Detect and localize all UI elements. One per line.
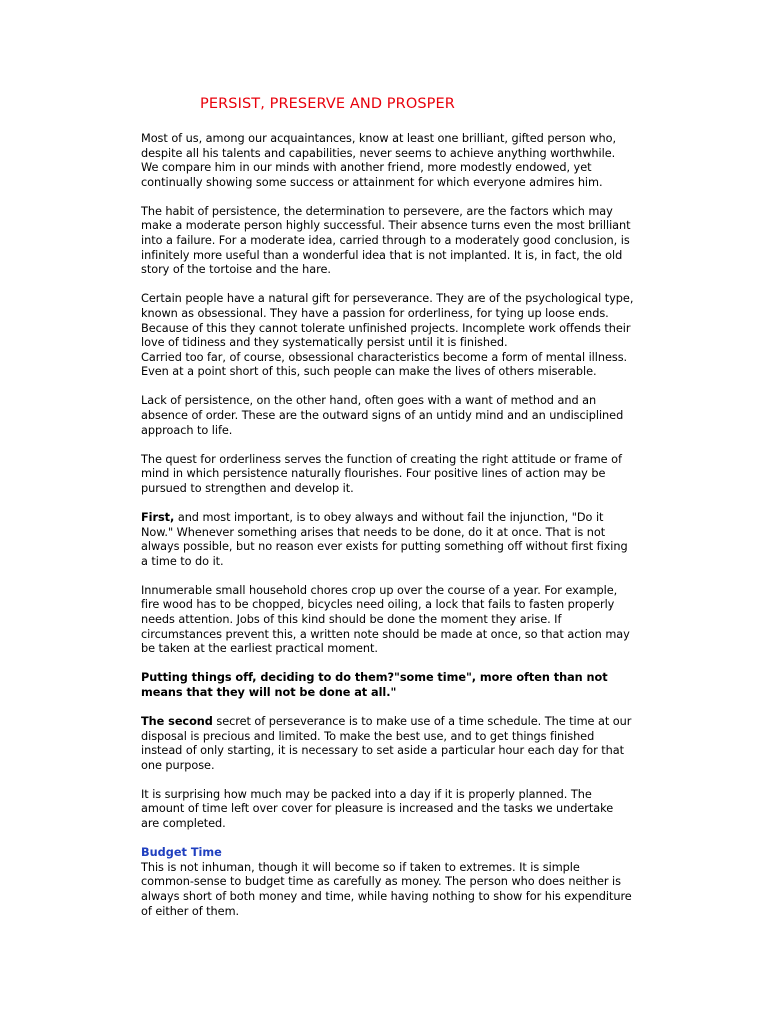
text-line: a time to do it.	[141, 554, 224, 568]
text-line: always short of both money and time, while having nothing to show for his expenditure	[141, 889, 632, 903]
text-line: Lack of persistence, on the other hand, often goes with a want of method and an	[141, 394, 597, 408]
text-line: infinitely more useful than a wonderful idea that is not implanted. It is, in fact, the old	[141, 248, 623, 262]
paragraph-habit	[141, 205, 633, 278]
text-line: Innumerable small household chores crop up over the course of a year. For example,	[141, 583, 618, 597]
text-line: This is not inhuman, though it will become so if taken to extremes. It is simple	[141, 860, 580, 874]
text-line: of either of them.	[141, 904, 240, 918]
text-line: approach to life.	[141, 423, 233, 437]
document-title: PERSIST, PRESERVE AND PROSPER	[200, 96, 455, 112]
text-line: pursued to strengthen and develop it.	[141, 481, 354, 495]
text-line: continually showing some success or attainment for which everyone admires him.	[141, 175, 603, 189]
text-line: fire wood has to be chopped, bicycles need oiling, a lock that fails to fasten properly	[141, 598, 615, 612]
paragraph-chores	[141, 584, 633, 657]
text-line: The quest for orderliness serves the function of creating the right attitude or frame of	[141, 452, 622, 466]
text-line	[141, 715, 633, 730]
text-line: absence of order. These are the outward signs of an untidy mind and an undisciplined	[141, 409, 624, 422]
text-line: disposal is precious and limited. To make the best use, and to get things finished	[141, 729, 595, 743]
text-line: despite all his talents and capabilities, never seems to achieve anything worthwhile.	[141, 146, 616, 160]
text-line: Putting things off, deciding to do them?"some time", more often than not	[141, 671, 608, 685]
text-line: known as obsessional. They have a passion for orderliness, for tying up loose ends.	[141, 306, 609, 320]
text-line: common-sense to budget time as carefully as money. The person who does neither is	[141, 875, 621, 889]
text-line	[141, 511, 633, 526]
text-line: circumstances prevent this, a written note should be made at once, so that action may	[141, 627, 630, 641]
paragraph-second	[141, 715, 633, 773]
text-line: We compare him in our minds with another friend, more modestly endowed, yet	[141, 161, 592, 175]
text-line: Now." Whenever something arises that needs to be done, do it at once. That is not	[141, 525, 606, 539]
lead-second: The second	[141, 715, 213, 728]
paragraph-first	[141, 511, 633, 569]
text-line: make a moderate person highly successful. Their absence turns even the most brilliant	[141, 219, 631, 233]
paragraph-budget	[141, 861, 633, 919]
text-line: always possible, but no reason ever exists for putting something off without first fixing	[141, 540, 628, 554]
text-line: into a failure. For a moderate idea, carried through to a moderately good conclusion, is	[141, 234, 630, 248]
paragraph-putting-off	[141, 671, 633, 700]
text-line: Carried too far, of course, obsessional characteristics become a form of mental illness.	[141, 350, 628, 364]
text-line: It is surprising how much may be packed into a day if it is properly planned. The	[141, 787, 592, 801]
text-line: needs attention. Jobs of this kind should be done the moment they arise. If	[141, 613, 562, 627]
text-line: Even at a point short of this, such people can make the lives of others miserable.	[141, 365, 597, 379]
text-line: Most of us, among our acquaintances, know at least one brilliant, gifted person who,	[141, 132, 616, 145]
document-page	[141, 95, 633, 934]
paragraph-surprising	[141, 788, 633, 832]
text-line: one purpose.	[141, 758, 215, 772]
text-line: are completed.	[141, 817, 226, 831]
lead-first: First,	[141, 510, 175, 524]
paragraph-lack	[141, 394, 633, 438]
text-line: instead of only starting, it is necessary to set aside a particular hour each day for that	[141, 744, 625, 758]
text-line: means that they will not be done at all."	[141, 685, 397, 699]
text-run: secret of perseverance is to make use of a time schedule. The time at our	[212, 715, 632, 728]
text-line: Certain people have a natural gift for perseverance. They are of the psychological type,	[141, 292, 634, 306]
subheading-budget-time: Budget Time	[141, 846, 222, 860]
text-line: mind in which persistence naturally flourishes. Four positive lines of action may be	[141, 467, 606, 481]
paragraph-natural-gift	[141, 292, 633, 380]
text-line: story of the tortoise and the hare.	[141, 263, 331, 277]
text-run: and most important, is to obey always and without fail the injunction, "Do it	[174, 510, 604, 524]
text-line: love of tidiness and they systematically persist until it is finished.	[141, 336, 508, 350]
text-line: amount of time left over cover for pleasure is increased and the tasks we undertake	[141, 802, 614, 816]
paragraph-intro	[141, 132, 633, 190]
text-line: Because of this they cannot tolerate unfinished projects. Incomplete work offends their	[141, 321, 631, 335]
text-line: be taken at the earliest practical moment.	[141, 642, 378, 656]
paragraph-quest	[141, 453, 633, 497]
text-line: The habit of persistence, the determination to persevere, are the factors which may	[141, 204, 613, 218]
